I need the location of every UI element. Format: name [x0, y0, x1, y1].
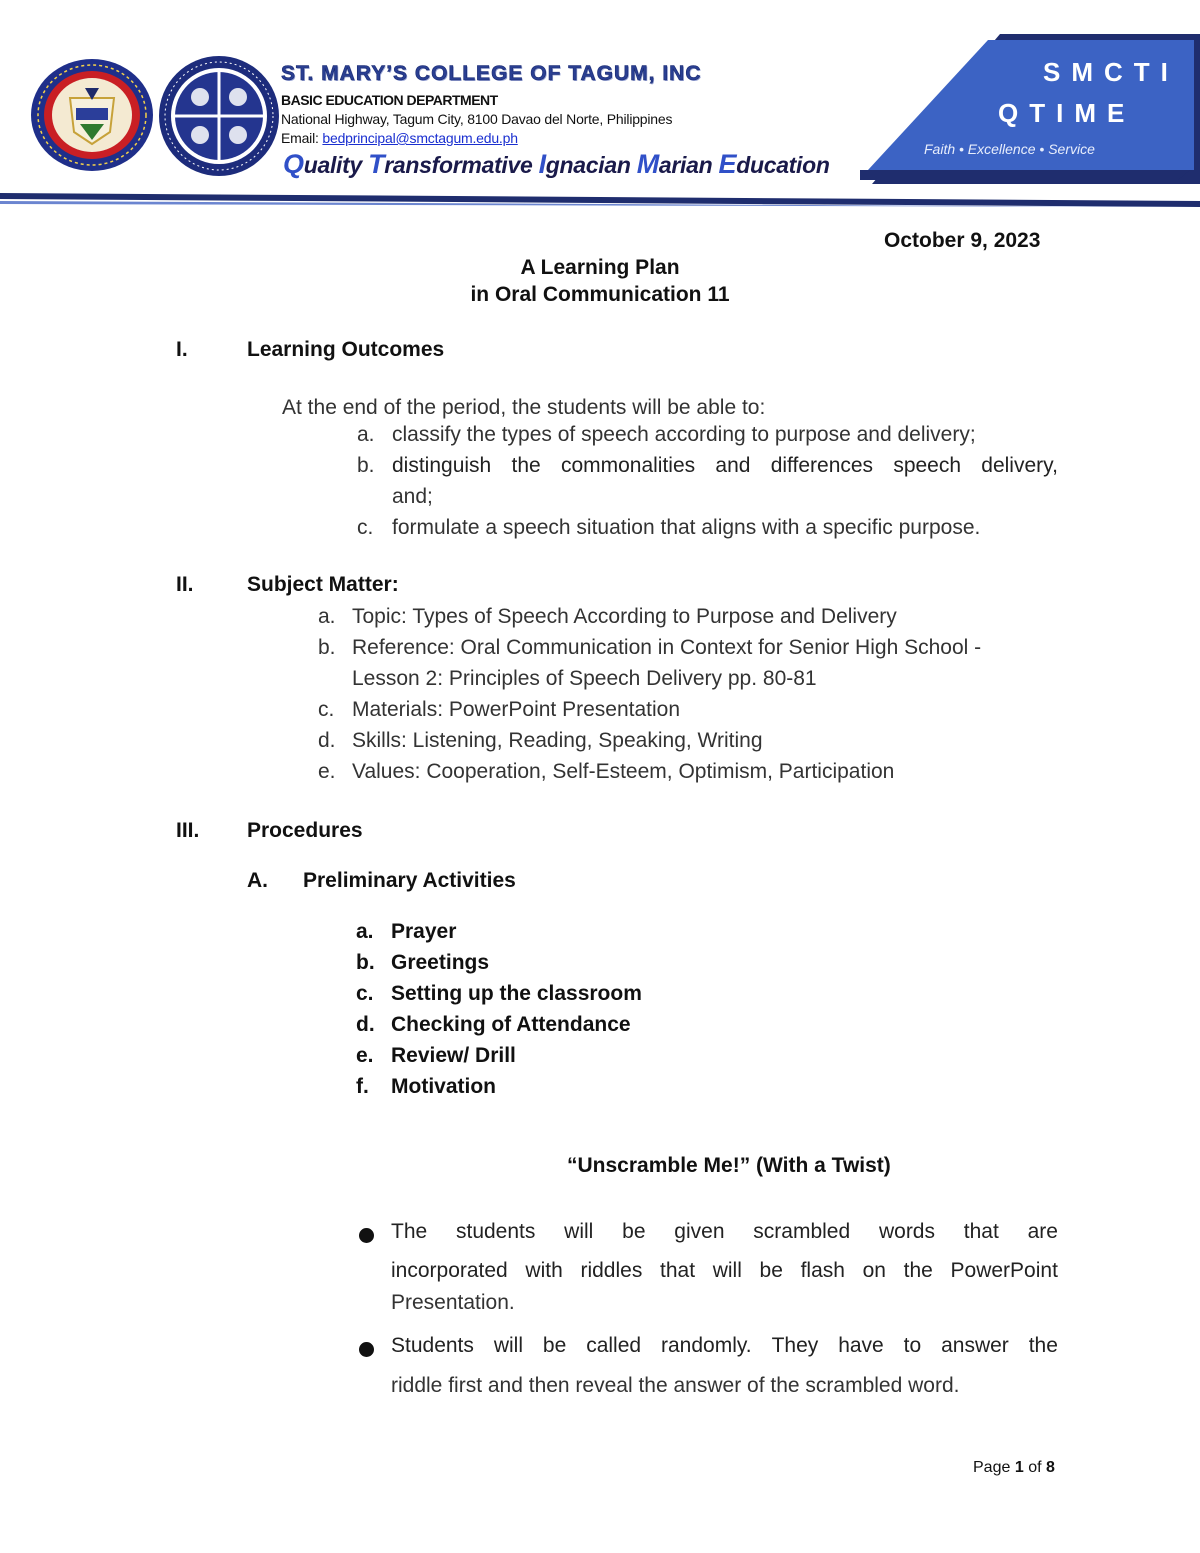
word: given	[674, 1220, 725, 1243]
subject-matter-letter: d.	[318, 729, 336, 752]
word: incorporated	[391, 1259, 508, 1282]
header-divider	[0, 193, 1200, 207]
page-current: 1	[1014, 1459, 1024, 1476]
activity-letter: b.	[356, 951, 375, 974]
bullet-icon	[359, 1342, 374, 1357]
word: randomly.	[661, 1334, 752, 1357]
motto-word-education: ducation	[736, 152, 830, 178]
subject-matter-item: Reference: Oral Communication in Context for Senior High School -	[352, 636, 982, 659]
outcome-letter: b.	[357, 454, 375, 477]
outcome-item-continued: and;	[392, 485, 433, 508]
activity-item: Checking of Attendance	[391, 1013, 631, 1036]
outcome-letter: a.	[357, 423, 375, 446]
section-3-numeral: III.	[176, 819, 200, 842]
motto-cap-i: I	[538, 149, 546, 179]
document-subtitle: in Oral Communication 11	[470, 283, 730, 306]
word: with	[525, 1259, 563, 1282]
subject-matter-item: Skills: Listening, Reading, Speaking, Writing	[352, 729, 763, 752]
activity-letter: e.	[356, 1044, 374, 1067]
word: speech	[893, 454, 962, 477]
motto-cap-m: M	[636, 149, 659, 179]
motto-word-transformative: ransformative	[384, 152, 539, 178]
motto	[283, 149, 830, 180]
school-address: National Highway, Tagum City, 8100 Davao del Norte, Philippines	[281, 111, 673, 127]
subject-matter-item: Values: Cooperation, Self-Esteem, Optimism, Participation	[352, 760, 895, 783]
email-link[interactable]: bedprincipal@smctagum.edu.ph	[322, 130, 518, 146]
word: called	[586, 1334, 642, 1357]
subsection-a-heading: Preliminary Activities	[303, 869, 516, 892]
word: differences	[770, 454, 874, 477]
activity-letter: d.	[356, 1013, 375, 1036]
word: be	[542, 1334, 567, 1357]
motto-cap-t: T	[368, 149, 385, 179]
email-line	[281, 130, 518, 146]
banner-qtime: QTIME	[998, 98, 1136, 128]
word: delivery,	[981, 454, 1058, 477]
subsection-a-letter: A.	[247, 869, 268, 892]
word: riddles	[580, 1259, 643, 1282]
bullet-line: riddle first and then reveal the answer of the scrambled word.	[391, 1374, 960, 1397]
page-total: 8	[1045, 1459, 1055, 1476]
subject-matter-item-continued: Lesson 2: Principles of Speech Delivery pp. 80-81	[352, 667, 817, 690]
word: on	[862, 1259, 886, 1282]
section-2-numeral: II.	[176, 573, 194, 596]
word: flash	[800, 1259, 845, 1282]
subject-matter-letter: a.	[318, 605, 336, 628]
bullet-line	[391, 1334, 1058, 1358]
document-date: October 9, 2023	[884, 229, 1041, 252]
word: the	[1028, 1334, 1058, 1357]
outcome-letter: c.	[357, 516, 374, 539]
motto-word-marian: arian	[658, 152, 719, 178]
bullet-icon	[359, 1228, 374, 1243]
school-seal-logo	[30, 58, 154, 172]
letterhead	[0, 0, 1200, 215]
word: Students	[391, 1334, 474, 1357]
word: be	[759, 1259, 783, 1282]
school-name: ST. MARY’S COLLEGE OF TAGUM, INC	[281, 62, 702, 85]
word: that	[660, 1259, 696, 1282]
word: are	[1027, 1220, 1058, 1243]
page-label: Page	[973, 1459, 1011, 1476]
activity-item: Review/ Drill	[391, 1044, 516, 1067]
page-of-label: of	[1028, 1459, 1042, 1476]
bullet-line	[391, 1259, 1058, 1283]
word: that	[963, 1220, 999, 1243]
word: distinguish	[392, 454, 492, 477]
word: will	[564, 1220, 594, 1243]
outcome-item: formulate a speech situation that aligns with a specific purpose.	[392, 516, 981, 539]
subject-matter-item: Topic: Types of Speech According to Purpose and Delivery	[352, 605, 897, 628]
page-number	[973, 1459, 1055, 1477]
motto-word-quality: uality	[303, 152, 369, 178]
activity-letter: f.	[356, 1075, 369, 1098]
motto-cap-e: E	[718, 149, 737, 179]
activity-letter: c.	[356, 982, 374, 1005]
word: the	[511, 454, 541, 477]
subject-matter-letter: c.	[318, 698, 335, 721]
outcome-item: classify the types of speech according to purpose and delivery;	[392, 423, 976, 446]
word: the	[903, 1259, 933, 1282]
activity-item: Motivation	[391, 1075, 496, 1098]
word: and	[715, 454, 751, 477]
banner-smcti: SMCTI	[1043, 57, 1179, 87]
department-name: BASIC EDUCATION DEPARTMENT	[281, 92, 498, 108]
bullet-line	[391, 1220, 1058, 1244]
subject-matter-item: Materials: PowerPoint Presentation	[352, 698, 680, 721]
word: will	[712, 1259, 742, 1282]
document-title: A Learning Plan	[520, 256, 680, 279]
word: will	[493, 1334, 523, 1357]
activity-item: Greetings	[391, 951, 490, 974]
word: The	[391, 1220, 428, 1243]
word: be	[622, 1220, 646, 1243]
bullet-line: Presentation.	[391, 1291, 515, 1314]
activity-item: Setting up the classroom	[391, 982, 642, 1005]
section-2-heading: Subject Matter:	[247, 573, 399, 596]
word: PowerPoint	[950, 1259, 1058, 1282]
outcome-item	[392, 454, 1058, 478]
banner-tagline: Faith • Excellence • Service	[924, 141, 1095, 157]
motto-word-ignacian: gnacian	[545, 152, 637, 178]
word: answer	[941, 1334, 1009, 1357]
email-label: Email:	[281, 130, 319, 146]
word: commonalities	[560, 454, 696, 477]
word: have	[838, 1334, 884, 1357]
word: words	[878, 1220, 935, 1243]
activity-item: Prayer	[391, 920, 457, 943]
activity-letter: a.	[356, 920, 374, 943]
learning-outcomes-intro: At the end of the period, the students will be able to:	[282, 396, 766, 419]
section-1-numeral: I.	[176, 338, 188, 361]
basic-education-seal-logo	[158, 55, 280, 177]
subject-matter-letter: e.	[318, 760, 336, 783]
word: scrambled	[753, 1220, 851, 1243]
subject-matter-letter: b.	[318, 636, 336, 659]
motto-cap-q: Q	[283, 149, 304, 179]
section-1-heading: Learning Outcomes	[247, 338, 445, 361]
word: They	[771, 1334, 819, 1357]
word: to	[903, 1334, 922, 1357]
word: students	[455, 1220, 536, 1243]
section-3-heading: Procedures	[247, 819, 363, 842]
activity-title: “Unscramble Me!” (With a Twist)	[567, 1154, 891, 1177]
